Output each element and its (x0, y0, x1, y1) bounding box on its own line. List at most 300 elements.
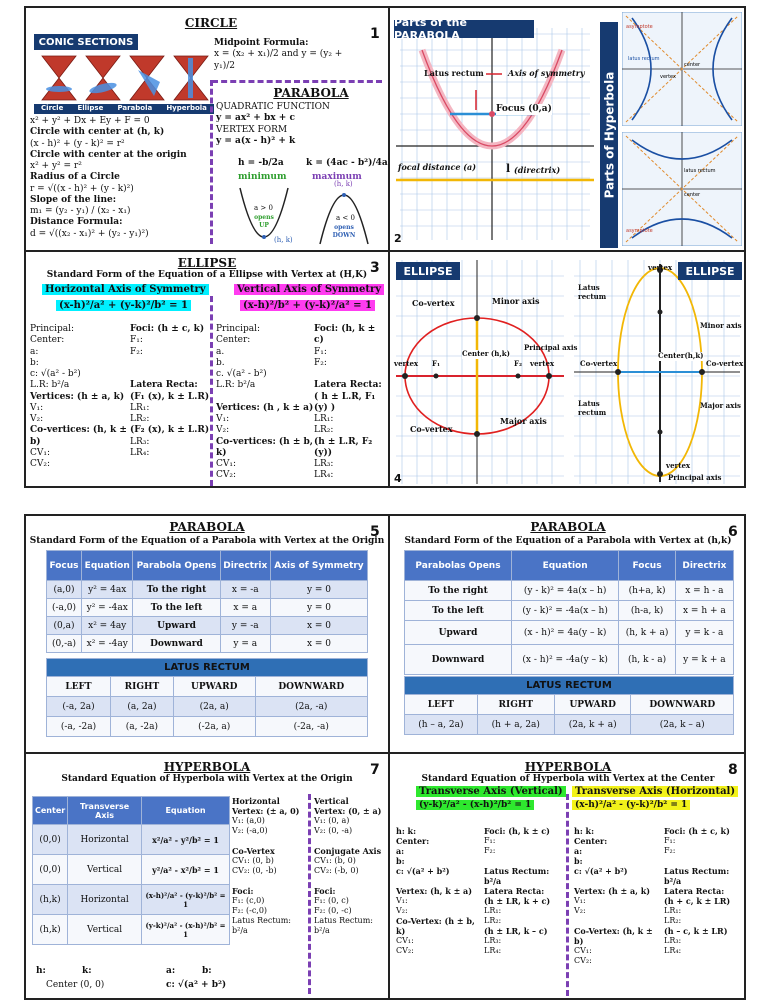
opens-down-label: opens DOWN (332, 224, 356, 239)
table-row (33, 915, 230, 945)
table-row (405, 601, 734, 621)
field: CV₁: (574, 946, 592, 955)
panel-subtitle: Standard Form of the Equation of a Parabola with Vertex at the Origin (29, 536, 385, 546)
axis-of-symmetry-label: Axis of symmetry (508, 68, 585, 78)
table-cell: (-a,0) (47, 599, 82, 617)
minor-axis-label: Minor axis (700, 321, 742, 330)
field: Vertices: (h , k ± a) (216, 402, 314, 413)
field: a. (216, 346, 225, 357)
field: V₂: (30, 414, 44, 424)
table-row (47, 581, 368, 599)
table-cell: y = a (220, 635, 270, 653)
panel-title: PARABOLA (530, 520, 606, 534)
horizontal-hyperbola-foci (664, 826, 746, 956)
field: Center: (574, 836, 608, 846)
column-header: Focus (47, 551, 82, 581)
table-cell: (x - h)² = -4a(y – k) (511, 645, 618, 675)
table-cell: (h+a, k) (619, 581, 675, 601)
field: LR₃: (664, 936, 682, 945)
spacer (664, 856, 746, 866)
panel-number: 4 (394, 472, 402, 485)
vertex-label: vertex (648, 263, 673, 272)
table-cell: Vertical (68, 855, 142, 885)
field: ( h ± L.R, F₁ (y) ) (314, 391, 376, 413)
covertex-label: Co-vertex (410, 424, 453, 434)
column-header: UPWARD (173, 677, 255, 697)
table-cell: y = k - a (675, 621, 733, 645)
field: CV₂: (30, 459, 51, 469)
latus-rectum-label: Latus rectum (578, 399, 607, 417)
column-header: Focus (619, 551, 675, 581)
hyperbola-parts-title: Parts of Hyperbola (602, 71, 616, 199)
table-cell: (a, 2a) (111, 697, 174, 717)
spacer (314, 836, 388, 846)
table-cell: y² = -4ax (82, 599, 133, 617)
a-negative-label: a < 0 (336, 214, 355, 222)
hyperbola-parts-banner (600, 22, 618, 248)
field: V₁: (216, 414, 230, 424)
midpoint-block (214, 38, 364, 72)
table-cell: (2a, a) (173, 697, 255, 717)
covertex-label: Co-vertex (706, 359, 744, 368)
spacer (484, 856, 566, 866)
table-cell: y = 0 (270, 581, 367, 599)
panel-number: 1 (370, 26, 380, 42)
panel-subtitle: Standard Equation of Hyperbola with Vertex at the Center (421, 774, 715, 784)
table-cell: Horizontal (68, 825, 142, 855)
table-cell: (0,a) (47, 617, 82, 635)
table-cell: Vertical (68, 915, 142, 945)
hyperbola-origin-table (32, 796, 230, 945)
circle-origin-formula: x² + y² = r² (30, 161, 82, 171)
table-row (33, 825, 230, 855)
field: Principal: (30, 324, 74, 334)
field: V₁: (0, a) (314, 816, 350, 825)
circle-formulas (30, 116, 210, 240)
table-cell: To the right (133, 581, 220, 599)
vertex-form-heading: VERTEX FORM (216, 124, 288, 135)
table-cell: y = k + a (675, 645, 733, 675)
field: Center: (30, 335, 65, 346)
field: Foci: (h, k ± c) (314, 324, 376, 346)
center-field: Center (0, 0) (46, 980, 105, 990)
field: V₁: (396, 896, 408, 905)
hyperbola-origin-panel (26, 754, 388, 1000)
table-cell: (x-h)²/a² - (y-k)²/b² = 1 (142, 885, 230, 915)
field: F₂: (314, 357, 327, 368)
table-cell: y = 0 (270, 599, 367, 617)
panel-number: 7 (370, 762, 380, 778)
table-row (47, 599, 368, 617)
field: Foci: (314, 886, 336, 896)
table-cell: (y - k)² = -4a(x – h) (511, 601, 618, 621)
column-header: LEFT (405, 695, 478, 715)
field: F₁: (130, 335, 143, 346)
field: LR₁: (314, 414, 334, 424)
field: Co-vertices: (h ± b, k) (216, 436, 313, 458)
horizontal-ellipse-equation: (x-h)²/a² + (y-k)²/b² = 1 (56, 300, 191, 311)
field: F₂: (0, -c) (314, 906, 352, 915)
panel-title: HYPERBOLA (524, 760, 612, 774)
field: CV₂: (-b, 0) (314, 866, 359, 875)
parabola-vertex-table (404, 550, 734, 675)
column-header: UPWARD (554, 695, 631, 715)
table-row (405, 581, 734, 601)
column-header: LEFT (47, 677, 111, 697)
field: Latera Recta: (484, 886, 545, 896)
center-label: Center(h,k) (658, 351, 704, 360)
table-row (47, 677, 368, 697)
divider (212, 80, 382, 83)
field: Foci: (h ± c, k) (130, 324, 205, 334)
horizontal-hyperbola-fields (574, 826, 664, 966)
ellipse-form-panel (26, 252, 388, 488)
table-cell: (-2a, -a) (255, 717, 367, 737)
table-cell: (0,-a) (47, 635, 82, 653)
field: V₁: (30, 402, 44, 413)
table-cell: (a, -2a) (111, 717, 174, 737)
field: Latera Recta: (130, 380, 198, 391)
distance-formula: d = √((x₂ - x₁)² + (y₂ - y₁)²) (30, 228, 149, 239)
conic-label: Parabola (117, 104, 153, 112)
conic-label: Ellipse (77, 104, 104, 112)
vertical-ellipse-fields (216, 324, 316, 482)
field: Co-Vertex (232, 846, 275, 856)
table-cell: (-2a, a) (173, 717, 255, 737)
table-row (405, 621, 734, 645)
ellipse-parts-panel (390, 252, 746, 488)
field: Co-Vertex: (h ± b, k) (396, 916, 475, 936)
field: h: k: (574, 826, 595, 836)
ellipse-banner: ELLIPSE (396, 262, 460, 280)
field: LR₄: (130, 447, 150, 458)
table-cell: To the left (405, 601, 512, 621)
table-cell: (0,0) (33, 855, 68, 885)
focus-one-label: F₁ (432, 359, 441, 368)
field: b: (30, 357, 39, 368)
table-cell: (2a, k + a) (554, 715, 631, 735)
column-header: Transverse Axis (68, 797, 142, 825)
field: Latus Rectum: b²/a (232, 916, 291, 935)
column-header: Directrix (675, 551, 733, 581)
field: L.R: b²/a (30, 380, 70, 391)
vertical-ellipse-foci (314, 324, 388, 482)
field: F₁: (484, 836, 496, 845)
field: F₁: (314, 346, 327, 357)
field: c: √(a² + b²) (396, 866, 450, 876)
column-header: Equation (142, 797, 230, 825)
column-header: Equation (511, 551, 618, 581)
conic-label: Hyperbola (166, 104, 207, 112)
field: CV₁: (0, b) (232, 856, 274, 865)
table-row (405, 695, 734, 715)
circle-panel (26, 8, 388, 250)
column-header: Axis of Symmetry (270, 551, 367, 581)
field: c: √(a² - b²) (30, 369, 81, 379)
vertex-label: (h, k) (334, 180, 353, 188)
table-cell: (x - h)² = 4a(y – k) (511, 621, 618, 645)
field: LR₄: (664, 946, 682, 955)
field: LR₂: (484, 916, 502, 925)
ellipse-title: ELLIPSE (177, 256, 237, 270)
slope-formula: m₁ = (y₂ - y₁) / (x₂ - x₁) (30, 206, 131, 216)
field: Latus Rectum: b²/a (484, 866, 550, 886)
field: LR₄: (314, 470, 334, 481)
quadratic-block (216, 102, 384, 147)
h-field: h: (36, 966, 46, 976)
horizontal-transverse-heading: Transverse Axis (Horizontal) (572, 786, 738, 797)
minimum-label: minimum (238, 172, 287, 182)
quadratic-formula: y = ax² + bx + c (216, 113, 295, 124)
spacer (232, 876, 308, 886)
field: LR₃: (484, 936, 502, 945)
field: LR₂: (664, 916, 682, 925)
field: a: (30, 346, 39, 357)
table-cell: (h, k - a) (619, 645, 675, 675)
panel-number: 8 (728, 762, 738, 778)
field: F₁: (c,0) (232, 896, 265, 905)
field: a: (396, 846, 405, 856)
column-header: RIGHT (111, 677, 174, 697)
bottom-sheet (24, 514, 746, 1000)
field: Vertical (314, 796, 349, 806)
field: V₂: (574, 906, 586, 915)
minor-axis-label: Minor axis (492, 296, 540, 306)
field: LR₁: (664, 906, 682, 915)
field: h: k: (396, 826, 417, 836)
column-header: DOWNWARD (631, 695, 734, 715)
vertical-hyperbola-fields (396, 826, 486, 956)
conic-sections-banner: CONIC SECTIONS (34, 34, 138, 50)
divider (210, 296, 213, 486)
table-cell: Upward (405, 621, 512, 645)
center-label: center (684, 192, 701, 198)
ellipse-banner: ELLIPSE (678, 262, 742, 280)
field: a: (574, 846, 583, 856)
table-cell: (y - k)² = 4a(x – h) (511, 581, 618, 601)
radius-formula: r = √((x - h)² + (y - k)²) (30, 183, 134, 194)
field: LR₁: (484, 906, 502, 915)
column-header: Directrix (220, 551, 270, 581)
major-axis-label: Major axis (700, 401, 741, 410)
field: LR₃: (130, 436, 150, 447)
table-cell: (h,k) (33, 915, 68, 945)
horizontal-ellipse-graph (392, 256, 568, 486)
field: Principal: (216, 324, 260, 334)
midpoint-formula: x = (x₂ + x₁)/2 and y = (y₂ + y₁)/2 (214, 49, 343, 71)
table-cell: x = h - a (675, 581, 733, 601)
table-cell: Downward (133, 635, 220, 653)
field: V₂: (396, 906, 408, 915)
field: LR₄: (484, 946, 502, 955)
table-cell: To the left (133, 599, 220, 617)
column-header: Parabola Opens (133, 551, 220, 581)
a-positive-label: a > 0 (254, 204, 273, 212)
field: c. √(a² - b²) (216, 369, 267, 379)
field: CV₁: (396, 936, 414, 945)
k-formula: k = (4ac - b²)/4a (306, 158, 388, 168)
panel-subtitle: Standard Equation of Hyperbola with Vertex at the Origin (61, 774, 353, 784)
table-row (47, 635, 368, 653)
field: F₂: (484, 846, 496, 855)
panel-title: PARABOLA (169, 520, 245, 534)
field: CV₂: (574, 956, 592, 965)
field: F₂: (664, 846, 676, 855)
table-row (33, 885, 230, 915)
table-cell: (-a, 2a) (47, 697, 111, 717)
quadratic-heading: QUADRATIC FUNCTION (216, 102, 330, 112)
vertical-hyperbola-foci (484, 826, 566, 956)
spacer (314, 369, 388, 380)
table-cell: x = 0 (270, 617, 367, 635)
table-cell: To the right (405, 581, 512, 601)
spacer (232, 836, 308, 846)
conic-sections-illustration (34, 52, 214, 104)
horizontal-hyperbola-equation: (x-h)²/a² - (y-k)²/b² = 1 (572, 800, 690, 810)
focus-two-label: F₂ (514, 359, 523, 368)
latus-rectum-table (404, 676, 734, 735)
table-row (47, 617, 368, 635)
table-row (33, 855, 230, 885)
h-formula: h = -b/2a (238, 158, 284, 168)
table-cell: (2a, -a) (255, 697, 367, 717)
vertical-hyperbola-fields (314, 796, 388, 936)
latus-rectum-header: LATUS RECTUM (405, 677, 734, 695)
table-cell: x = h + a (675, 601, 733, 621)
field: Latus Rectum: b²/a (314, 916, 373, 935)
table-cell: y² = 4ax (82, 581, 133, 599)
panel-number: 5 (370, 524, 380, 540)
table-cell: (h, k + a) (619, 621, 675, 645)
field: Horizontal (232, 796, 280, 806)
field: Foci: (232, 886, 254, 896)
table-cell: (h-a, k) (619, 601, 675, 621)
field: LR₂: (130, 414, 150, 424)
hyperbola-center-panel (390, 754, 746, 1000)
field: Conjugate Axis (314, 846, 382, 856)
circle-title: CIRCLE (184, 16, 238, 30)
spacer (574, 916, 664, 926)
column-header: DOWNWARD (255, 677, 367, 697)
field: (h + c, k ± LR) (664, 896, 731, 906)
table-row (405, 645, 734, 675)
focus-label: Focus (0,a) (496, 104, 552, 114)
field: LR₁: (130, 402, 150, 413)
k-field: k: (82, 966, 92, 976)
panel-title: HYPERBOLA (163, 760, 251, 774)
asymptote-label: asymptote (626, 24, 653, 30)
field: CV₂: (396, 946, 414, 955)
table-cell: (-a, -2a) (47, 717, 111, 737)
panel-subtitle: Standard Form of the Equation of a Parabola with Vertex at (h,k) (404, 536, 732, 546)
major-axis-label: Major axis (500, 416, 547, 426)
column-header: Center (33, 797, 68, 825)
radius-heading: Radius of a Circle (30, 172, 120, 183)
field: F₂: (130, 346, 143, 357)
column-header: RIGHT (477, 695, 554, 715)
field: V₂: (0, -a) (314, 826, 353, 835)
latus-rectum-label: latus rectum (684, 168, 716, 174)
focal-distance-label: focal distance (a) (398, 162, 476, 172)
distance-heading: Distance Formula: (30, 217, 123, 228)
circle-origin-heading: Circle with center at the origin (30, 149, 187, 160)
spacer (574, 876, 664, 886)
table-cell: x = -a (220, 581, 270, 599)
spacer (130, 358, 210, 369)
field: Vertices: (h ± a, k) (30, 391, 125, 402)
spacer (130, 369, 210, 380)
field: V₂: (-a,0) (232, 826, 268, 835)
spacer (314, 876, 388, 886)
vertex-label: vertex (666, 461, 691, 470)
directrix-l-label: l (506, 162, 511, 175)
horizontal-hyperbola-fields (232, 796, 308, 936)
table-cell: Upward (133, 617, 220, 635)
parabola-vertex-panel (390, 516, 746, 752)
latus-rectum-label: Latus rectum (424, 68, 484, 78)
field: Center: (216, 335, 251, 346)
center-label: center (684, 62, 701, 68)
table-cell: (h,k) (33, 885, 68, 915)
panel-number: 2 (394, 232, 402, 245)
field: LR₃: (314, 459, 334, 469)
ellipse-subtitle: Standard Form of the Equation of a Ellipse with Vertex at (H,K) (46, 270, 368, 280)
table-cell: x² = 4ay (82, 617, 133, 635)
covertex-label: Co-vertex (412, 298, 455, 308)
field: F₁: (0, c) (314, 896, 349, 905)
field: Co-Vertex: (h, k ± b) (574, 926, 653, 946)
midpoint-heading: Midpoint Formula: (214, 38, 309, 48)
maximum-label: maximum (312, 172, 362, 182)
field: L.R: b²/a (216, 380, 256, 391)
divider (210, 80, 213, 244)
field: Latus Rectum: b²/a (664, 866, 730, 886)
field: Foci: (h, k ± c) (484, 826, 550, 836)
table-cell: Horizontal (68, 885, 142, 915)
circle-center-heading: Circle with center at (h, k) (30, 127, 165, 138)
field: CV₁: (b, 0) (314, 856, 356, 865)
table-row (47, 697, 368, 717)
table-cell: y = -a (220, 617, 270, 635)
hyperbola-vertical-graph (622, 132, 742, 246)
field: Vertex: (0, ± a) (314, 806, 382, 816)
field: Vertex: (h, k ± a) (396, 886, 473, 896)
b-field: b: (202, 966, 212, 976)
vertex-label: vertex (530, 359, 555, 368)
table-cell: Downward (405, 645, 512, 675)
table-row (405, 715, 734, 735)
hyperbola-horizontal-graph (622, 12, 742, 126)
field: V₁: (574, 896, 586, 905)
parabola-parts-panel (390, 8, 746, 250)
covertex-label: Co-vertex (580, 359, 618, 368)
spacer (216, 392, 316, 403)
horizontal-ellipse-foci (130, 324, 210, 459)
table-cell: (h + a, 2a) (477, 715, 554, 735)
table-cell: (2a, k – a) (631, 715, 734, 735)
field: (F₂ (x), k ± L.R) (130, 425, 210, 436)
latus-rectum-header: LATUS RECTUM (47, 659, 368, 677)
field: Vertex: (± a, 0) (232, 806, 300, 816)
parabola-heading: PARABOLA (273, 86, 349, 100)
field: (h ± L.R, F₂ (y)) (314, 436, 373, 458)
panel-number: 6 (728, 524, 738, 540)
table-cell: x = a (220, 599, 270, 617)
field: CV₂: (0, -b) (232, 866, 277, 875)
field: (F₁ (x), k ± L.R) (130, 391, 210, 402)
parabola-origin-panel (26, 516, 388, 752)
parabola-origin-table (46, 550, 368, 653)
